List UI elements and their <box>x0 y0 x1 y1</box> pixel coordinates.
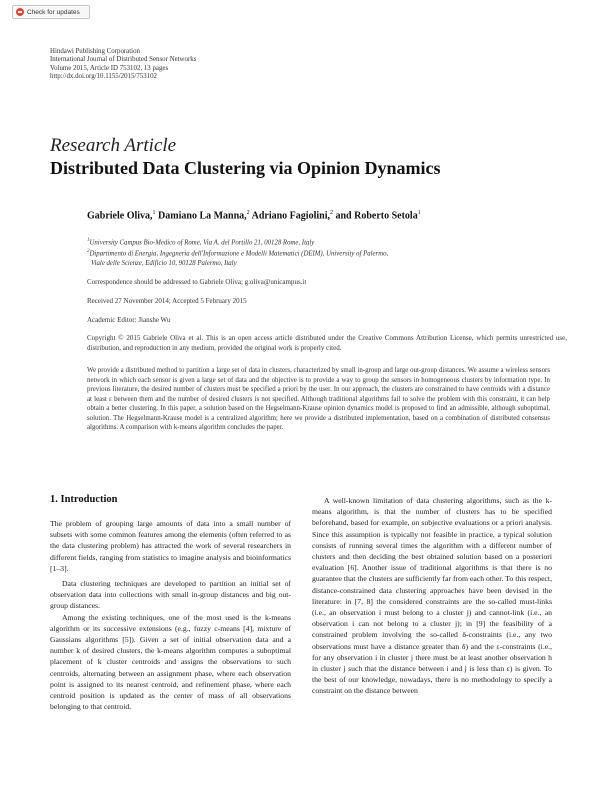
affiliation-line: $^2$Dipartimento di Energia, Ingegneria dell'Informazione e Modelli Matematici (DEIM), University of Palermo, <box>87 249 389 258</box>
paragraph: Among the existing techniques, one of the most used is the k-means algorithm or its successive extensions (e.g., fuzzy c-means [4], mixture of Gaussians algorithms [5]). Given a set of initial observation data and a number k of desired clusters, the k-means algorithm computes a suboptimal placement of k cluster centroids and assigns the observations to such centroids, alternating between an assignment phase, where each observation point is assigned to its nearest centroid, and refinement phase, where each centroid position is updated as the center of mass of all observations belonging to that centroid. <box>50 612 291 712</box>
author-name: Gabriele Oliva, <box>87 210 153 222</box>
author-name: Damiano La Manna, <box>158 210 247 222</box>
journal-header <box>50 48 196 82</box>
paper-title: Distributed Data Clustering via Opinion Dynamics <box>50 158 441 178</box>
affiliation-line: $^1$University Campus Bio-Medico of Rome, Via A. del Portillo 21, 00128 Rome, Italy <box>87 238 315 247</box>
paragraph: A well-known limitation of data clustering algorithms, such as the k-means algorithm, is that the number of clusters has to be specified beforehand, based for example, on subjective evaluations or a priori analysis. Since this assumption is typically not feasible in practice, a typical solution consists of running several times the algorithm with a different number of clusters and then deciding the best obtained solution based on a posteriori evaluation [6]. Another issue of traditional algorithms is that there is no guarantee that the clusters are sufficiently far from each other. To this respect, distance-constrained data clustering approaches have been devised in the literature: in [7, 8] the considered constraints are the so-called must-links (i.e., an observation i must belong to a cluster j) and cannot-link (i.e., an observation i can not belong to a cluster j); in [9] the feasibility of a constrained problem involving the so-called δ-constraints (i.e., any two observations must have a distance greater than δ) and the ε-constraints (i.e., for any observation i in cluster j there must be at least another observation h in cluster j such that the distance between i and j is less than ε) is given. To the best of our knowledge, nowadays, there is no methodology to specify a constraint on the distance between <box>312 496 552 696</box>
author-name: Adriano Fagiolini, <box>251 210 330 222</box>
volume-line: Volume 2015, Article ID 753102, 13 pages <box>50 64 169 72</box>
author-affil-mark: 1 <box>417 210 421 216</box>
check-for-updates-button[interactable] <box>12 5 90 19</box>
academic-editor: Academic Editor: Jianshe Wu <box>87 316 171 324</box>
section-heading: 1. Introduction <box>50 494 118 505</box>
paragraph: Data clustering techniques are developed to partition an initial set of observation data into collections with small in-group distances and big out-group distances. <box>50 579 291 611</box>
publisher-line: Hindawi Publishing Corporation <box>50 48 140 55</box>
doi-link[interactable]: http://dx.doi.org/10.1155/2015/753102 <box>50 73 157 81</box>
left-column <box>50 518 291 712</box>
author-affil-mark: 1 <box>152 210 156 216</box>
journal-line: International Journal of Distributed Sensor Networks <box>50 56 197 64</box>
right-column <box>312 495 552 697</box>
check-for-updates-label: Check for updates <box>27 8 80 16</box>
article-type: Research Article <box>50 135 177 156</box>
author-affil-mark: 2 <box>246 210 250 216</box>
correspondence: Correspondence should be addressed to Gabriele Oliva; g.oliva@unicampus.it <box>87 278 307 286</box>
check-updates-icon <box>16 8 24 16</box>
author-affil-mark: 2 <box>329 210 333 216</box>
affiliations <box>87 236 388 268</box>
affiliation-line: Viale delle Scienze, Edificio 10, 90128 Palermo, Italy <box>91 259 237 267</box>
paragraph: The problem of grouping large amounts of data into a small number of subsets with some common features among the elements (often referred to as the data clustering problem) has attracted the work of several researchers in different fields, ranging from statistics to imagine analysis and bioinformatics [1–3]. <box>50 519 291 573</box>
abstract: We provide a distributed method to partition a large set of data in clusters, characterized by small in-group and large out-group distances. We assume a wireless sensors network in which each sensor is given a large set of data and the objective is to provide a way to group the sensors in homogeneous clusters by information type. In previous literature, the desired number of clusters must be specified a priori by the user. In our approach, the clusters are constrained to have centroids with a distance at least ε between them and the number of desired clusters is not specified. Although traditional algorithms fail to solve the problem with this constraint, it can help obtain a better clustering. In this paper, a solution based on the Hegselmann-Krause opinion dynamics model is proposed to find an admissible, although suboptimal, solution. The Hegselmann-Krause model is a centralized algorithm; here we provide a distributed implementation, based on a combination of distributed consensus algorithms. A comparison with k-means algorithm concludes the paper. <box>87 367 550 431</box>
received-accepted-dates: Received 27 November 2014; Accepted 5 February 2015 <box>87 297 247 305</box>
copyright-notice: Copyright © 2015 Gabriele Oliva et al. This is an open access article distributed under the Creative Commons Attribution License, which permits unrestricted use, distribution, and reproduction in any medium, provided the original work is properly cited. <box>87 334 567 352</box>
author-name: and Roberto Setola <box>335 210 418 222</box>
author-list <box>87 210 421 221</box>
